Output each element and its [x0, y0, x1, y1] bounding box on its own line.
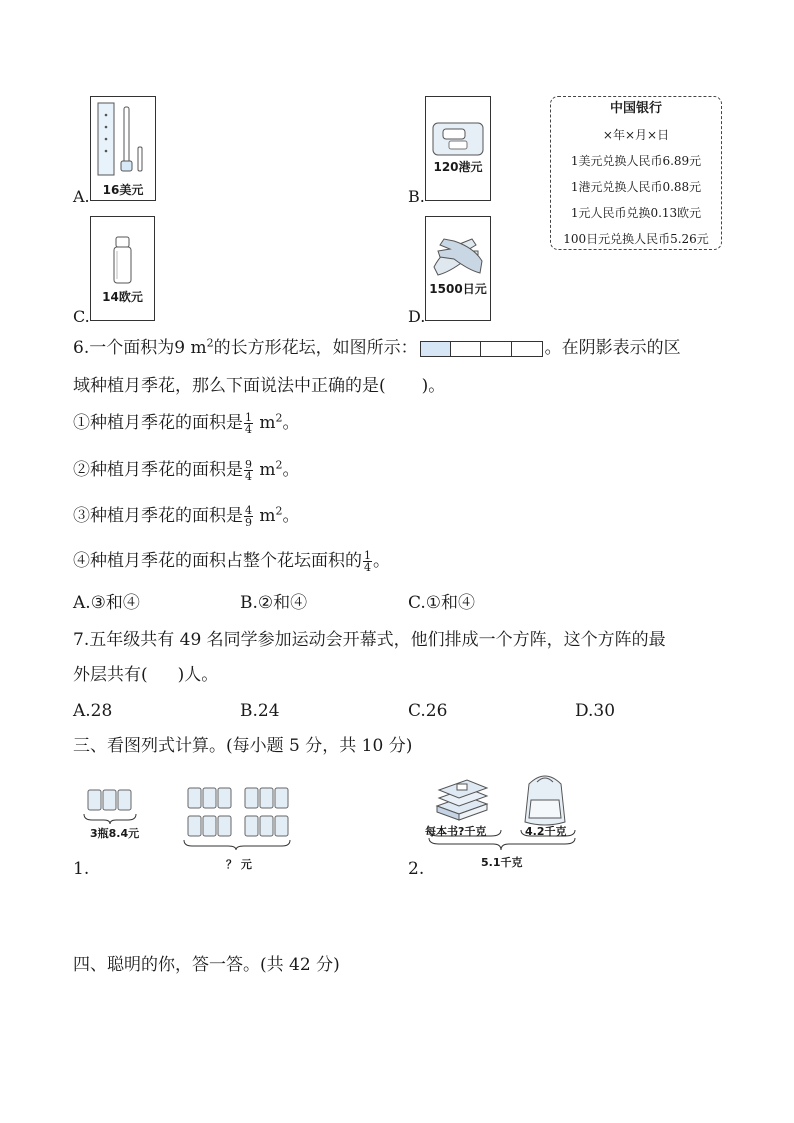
- bank-name: 中国银行: [609, 101, 662, 116]
- q6-stem-line1: [73, 337, 681, 359]
- p2-number: 2.: [408, 859, 425, 879]
- p1-right-label: ？ 元: [226, 858, 252, 871]
- bank-date: ×年×月×日: [602, 128, 670, 142]
- q6-stem-line2-end: )。: [421, 376, 446, 396]
- q6-area: 9 m: [174, 338, 207, 358]
- p2-books-label: 每本书?千克: [425, 825, 487, 838]
- option-c-price: 14欧元: [102, 290, 143, 304]
- fraction: $\frac{1}{4}$: [245, 411, 252, 436]
- q6-stem-part3: 。在阴影表示的区: [544, 338, 681, 358]
- q7-choice-d[interactable]: D.30: [575, 701, 616, 721]
- p2-bag-label: 4.2千克: [525, 825, 567, 838]
- statement-text: ③种植月季花的面积是: [73, 506, 243, 526]
- thermos-icon: [91, 217, 154, 287]
- flowerbed-diagram: [420, 341, 543, 357]
- q7-choice-c[interactable]: C.26: [408, 701, 448, 721]
- q6-stem-line2: [73, 375, 445, 397]
- books-backpack-figure-icon: [425, 766, 585, 856]
- q6-stem-line2-text: 域种植月季花，那么下面说法中正确的是(: [73, 376, 386, 396]
- rate-eur: 1元人民币兑换0.13欧元: [570, 206, 702, 220]
- option-a-letter: A.: [73, 187, 90, 206]
- q6-choice-c[interactable]: C.①和④: [408, 593, 476, 613]
- gloves-icon: [426, 217, 490, 287]
- option-d-letter: D.: [408, 307, 426, 326]
- q6-statement-1: ①种植月季花的面积是 $\frac{1}{4}$ $m^2$。: [73, 411, 300, 436]
- q6-choice-b[interactable]: B.②和④: [240, 593, 308, 613]
- fraction: $\frac{4}{9}$: [245, 504, 252, 529]
- rate-hkd: 1港元兑换人民币0.88元: [570, 180, 702, 194]
- rate-usd: 1美元兑换人民币6.89元: [570, 154, 702, 168]
- rate-jpy: 100日元兑换人民币5.26元: [563, 232, 709, 246]
- option-b-product-card: [425, 96, 491, 201]
- p2-total-label: 5.1千克: [481, 856, 523, 869]
- p1-number: 1.: [73, 859, 90, 879]
- q6-statement-2: ②种植月季花的面积是 $\frac{9}{4}$ $m^2$。: [73, 458, 300, 483]
- bank-exchange-rate-card: [550, 96, 722, 250]
- statement-text: ④种植月季花的面积占整个花坛面积的: [73, 551, 362, 571]
- q6-area-exp: 2: [206, 336, 214, 350]
- q7-stem-line1: 7.五年级共有 49 名同学参加运动会开幕式，他们排成一个方阵，这个方阵的最: [73, 630, 666, 650]
- toothbrush-icon: [91, 97, 155, 182]
- option-c-product-card: [90, 216, 155, 321]
- option-d-product-card: [425, 216, 491, 321]
- option-c-letter: C.: [73, 307, 90, 326]
- fraction: $\frac{9}{4}$: [245, 458, 252, 483]
- q7-choice-a[interactable]: A.28: [73, 701, 113, 721]
- option-b-letter: B.: [408, 187, 425, 206]
- q6-statement-3: ③种植月季花的面积是 $\frac{4}{9}$ $m^2$。: [73, 504, 300, 529]
- section3-heading: 三、看图列式计算。(每小题 5 分，共 10 分): [73, 736, 413, 756]
- option-d-price: 1500日元: [429, 282, 487, 296]
- statement-text: ①种植月季花的面积是: [73, 413, 243, 433]
- fraction: $\frac{1}{4}$: [364, 549, 371, 574]
- q6-statement-4: ④种植月季花的面积占整个花坛面积的 $\frac{1}{4}$ 。: [73, 549, 390, 574]
- option-b-price: 120港元: [433, 160, 483, 174]
- p1-left-label: 3瓶8.4元: [90, 827, 140, 840]
- q7-choice-b[interactable]: B.24: [240, 701, 280, 721]
- section4-heading: 四、聪明的你，答一答。(共 42 分): [73, 955, 340, 975]
- statement-text: ②种植月季花的面积是: [73, 460, 243, 480]
- q7-stem-line2: [73, 664, 218, 686]
- q6-stem-part1: 6.一个面积为: [73, 338, 175, 358]
- q7-stem-line2-end: )人。: [177, 665, 219, 685]
- q6-stem-part2: 的长方形花坛，如图所示：: [213, 338, 418, 358]
- option-a-price: 16美元: [102, 183, 144, 197]
- q6-choice-a[interactable]: A.③和④: [73, 593, 140, 613]
- q7-stem-line2-start: 外层共有(: [73, 665, 148, 685]
- option-a-product-card: [90, 96, 156, 201]
